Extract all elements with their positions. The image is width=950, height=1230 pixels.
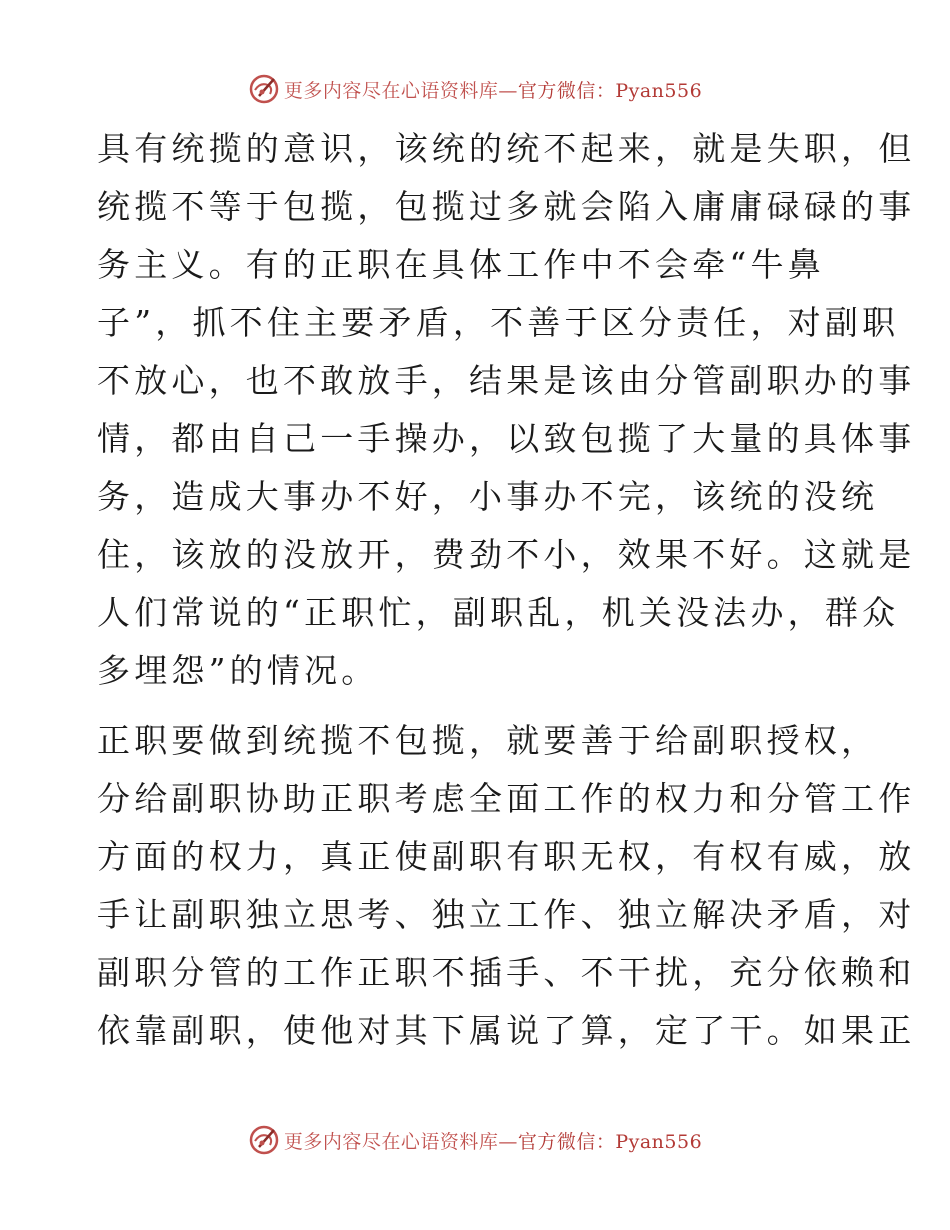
text-line: 具有统揽的意识，该统的统不起来，就是失职，但 — [97, 129, 916, 168]
text-line: 不放心，也不敢放手，结果是该由分管副职办的事 — [97, 361, 916, 400]
text-line: 情，都由自己一手操办，以致包揽了大量的具体事 — [97, 419, 916, 458]
banner-text: 更多内容尽在心语资料库—官方微信：Pyan556 — [283, 79, 703, 102]
brand-logo-icon — [248, 1124, 280, 1156]
paragraph-2 — [97, 716, 916, 1064]
text-line: 多埋怨”的情况。 — [97, 651, 379, 690]
banner-text: 更多内容尽在心语资料库—官方微信：Pyan556 — [283, 1130, 703, 1153]
brand-logo-icon — [248, 73, 280, 105]
text-line: 人们常说的“正职忙，副职乱，机关没法办，群众 — [97, 593, 900, 632]
paragraph-gap — [97, 704, 857, 716]
paragraph-1 — [97, 124, 916, 704]
text-line: 住，该放的没放开，费劲不小，效果不好。这就是 — [97, 535, 916, 574]
document-body — [97, 124, 916, 1064]
text-line: 依靠副职，使他对其下属说了算，定了干。如果正 — [97, 1011, 916, 1050]
text-line: 正职要做到统揽不包揽，就要善于给副职授权， — [97, 721, 879, 760]
text-line: 务主义。有的正职在具体工作中不会牵“牛鼻 — [97, 245, 825, 284]
text-line: 分给副职协助正职考虑全面工作的权力和分管工作 — [97, 779, 916, 818]
text-line: 统揽不等于包揽，包揽过多就会陷入庸庸碌碌的事 — [97, 187, 916, 226]
text-line: 子”，抓不住主要矛盾，不善于区分责任，对副职 — [97, 303, 900, 342]
text-line: 手让副职独立思考、独立工作、独立解决矛盾，对 — [97, 895, 916, 934]
header-watermark-banner — [0, 72, 950, 106]
text-line: 副职分管的工作正职不插手、不干扰，充分依赖和 — [97, 953, 916, 992]
footer-watermark-banner — [0, 1123, 950, 1157]
text-line: 务，造成大事办不好，小事办不完，该统的没统 — [97, 477, 879, 516]
text-line: 方面的权力，真正使副职有职无权，有权有威，放 — [97, 837, 916, 876]
